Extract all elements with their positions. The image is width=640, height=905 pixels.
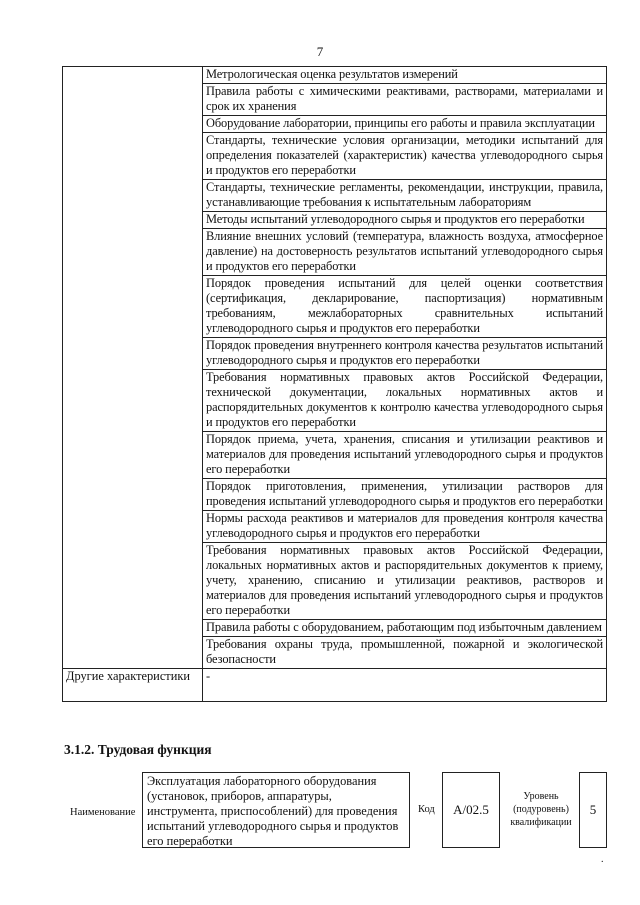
other-characteristics-value: - <box>203 669 607 702</box>
knowledge-item: Правила работы с химическими реактивами, растворами, материалами и срок их хранения <box>203 84 607 116</box>
knowledge-item: Требования нормативных правовых актов Российской Федерации, локальных нормативных актов и распорядительных документов к приему, учету, хранению, списанию и утилизации реактивов, растворов и материалов для проведения испытаний углеводородного сырья и продуктов его переработки <box>203 543 607 620</box>
knowledge-item: Требования охраны труда, промышленной, пожарной и экологической безопасности <box>203 637 607 669</box>
function-code-box: А/02.5 <box>442 772 500 848</box>
knowledge-item: Порядок проведения внутреннего контроля качества результатов испытаний углеводородного сырья и продуктов его переработки <box>203 338 607 370</box>
table-row-other <box>63 669 607 702</box>
knowledge-item: Требования нормативных правовых актов Российской Федерации, технической документации, локальных нормативных актов и распорядительных документов к контролю качества углеводородного сырья и продуктов его переработки <box>203 370 607 432</box>
knowledge-item: Оборудование лаборатории, принципы его работы и правила эксплуатации <box>203 116 607 133</box>
knowledge-item: Метрологическая оценка результатов измерений <box>203 67 607 84</box>
row-label-cell <box>63 67 203 669</box>
knowledge-item: Влияние внешних условий (температура, влажность воздуха, атмосферное давление) на достоверность результатов испытаний углеводородного сырья и продуктов его переработки <box>203 229 607 276</box>
knowledge-item: Порядок проведения испытаний для целей оценки соответствия (сертификация, декларирование, паспортизация) нормативным требованиям, межлабораторных сравнительных испытаний углеводородного сырья и продуктов его переработки <box>203 276 607 338</box>
labor-function-row <box>62 772 607 848</box>
name-label: Наименование <box>70 807 136 818</box>
knowledge-item: Стандарты, технические регламенты, рекомендации, инструкции, правила, устанавливающие требования к испытательным лабораториям <box>203 180 607 212</box>
knowledge-item: Порядок приема, учета, хранения, списания и утилизации реактивов и материалов для проведения испытаний углеводородного сырья и продуктов его переработки <box>203 432 607 479</box>
qualification-level-box: 5 <box>579 772 607 848</box>
page-number: 7 <box>316 44 324 59</box>
function-name-box: Эксплуатация лабораторного оборудования (установок, приборов, аппаратуры, инструмента, приспособлений) для проведения испытаний углеводородного сырья и продуктов его переработки <box>142 772 410 848</box>
knowledge-item: Нормы расхода реактивов и материалов для проведения контроля качества углеводородного сырья и продуктов его переработки <box>203 511 607 543</box>
other-characteristics-label: Другие характеристики <box>63 669 203 702</box>
knowledge-item: Стандарты, технические условия организации, методики испытаний для определения показателей (характеристик) качества углеводородного сырья и продуктов его переработки <box>203 133 607 180</box>
table-row <box>63 67 607 84</box>
knowledge-item: Правила работы с оборудованием, работающим под избыточным давлением <box>203 620 607 637</box>
qualification-level-label: Уровень (подуровень) квалификации <box>510 791 572 828</box>
knowledge-table <box>62 66 607 702</box>
section-heading: 3.1.2. Трудовая функция <box>64 742 212 757</box>
knowledge-item: Методы испытаний углеводородного сырья и продуктов его переработки <box>203 212 607 229</box>
code-label: Код <box>418 804 435 815</box>
knowledge-item: Порядок приготовления, применения, утилизации растворов для проведения испытаний углеводородного сырья и продуктов его переработки <box>203 479 607 511</box>
corner-mark: . <box>601 854 604 865</box>
